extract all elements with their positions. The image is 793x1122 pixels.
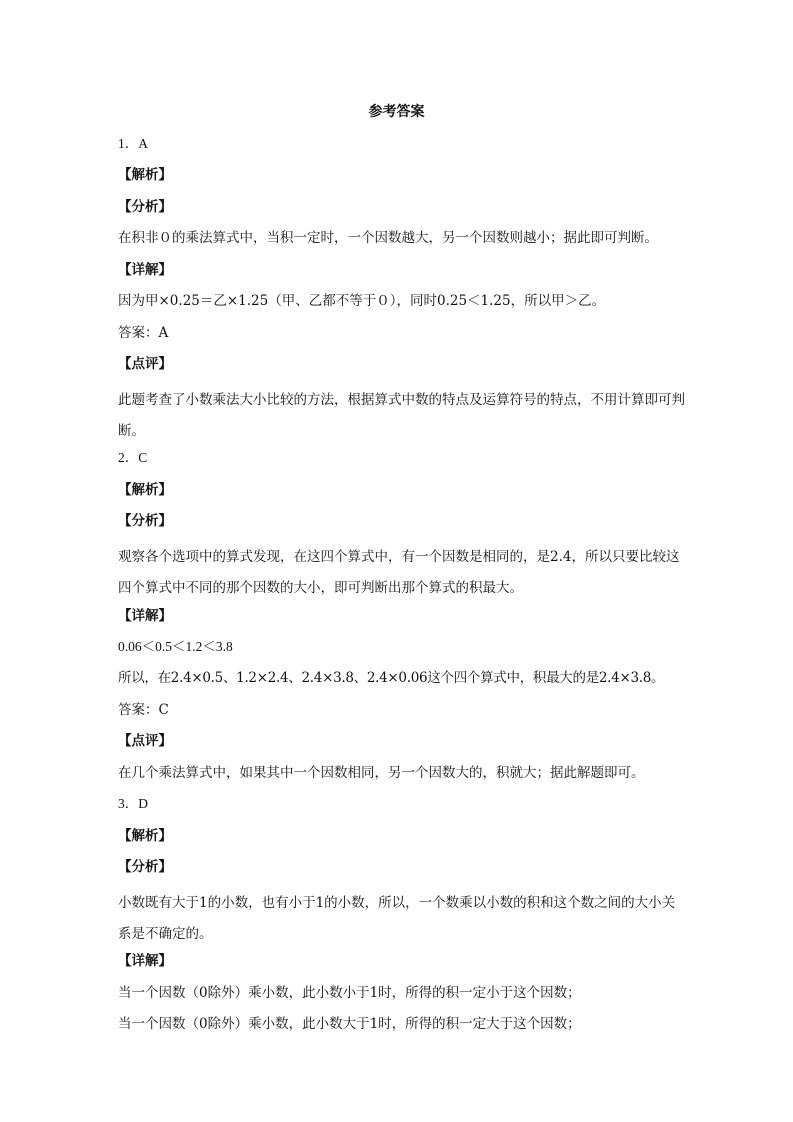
detail-line: 0.06＜0.5＜1.2＜3.8 [118, 639, 233, 655]
question-number: 2．C [118, 450, 148, 466]
question-number: 3．D [118, 796, 148, 812]
xiangjie-heading: 【详解】 [118, 953, 172, 970]
analysis-text: 观察各个选项中的算式发现，在这四个算式中，有一个因数是相同的，是2.4，所以只要比较这四个算式中不同的那个因数的大小，即可判断出那个算式的积最大。 [118, 548, 680, 597]
answer-line: 答案：A [118, 324, 169, 341]
question-number: 1．A [118, 136, 148, 151]
comment-text: 在几个乘法算式中，如果其中一个因数相同，另一个因数大的，积就大；据此解题即可。 [118, 764, 645, 781]
analysis-text: 在积非０的乘法算式中，当积一定时，一个因数越大，另一个因数则越小；据此即可判断。 [118, 230, 658, 247]
jiexi-heading: 【解析】 [118, 167, 172, 184]
jiexi-heading: 【解析】 [118, 827, 172, 844]
jiexi-heading: 【解析】 [118, 481, 172, 498]
fenxi-heading: 【分析】 [118, 859, 172, 876]
fenxi-heading: 【分析】 [118, 513, 172, 530]
detail-line: 因为甲×0.25＝乙×1.25（甲、乙都不等于０），同时0.25＜1.25，所以甲＞乙。 [118, 293, 606, 310]
detail-line: 当一个因数（0除外）乘小数，此小数小于1时，所得的积一定小于这个因数； [118, 984, 581, 1001]
dianping-heading: 【点评】 [118, 733, 172, 750]
analysis-text: 小数既有大于1的小数，也有小于1的小数，所以，一个数乘以小数的积和这个数之间的大小关系是不确定的。 [118, 894, 676, 942]
detail-line: 所以，在2.4×0.5、1.2×2.4、2.4×3.8、2.4×0.06这个四个算式中，积最大的是2.4×3.8。 [118, 670, 665, 687]
dianping-heading: 【点评】 [118, 356, 172, 373]
comment-text: 此题考查了小数乘法大小比较的方法，根据算式中数的特点及运算符号的特点，不用计算即可判断。 [118, 391, 685, 439]
xiangjie-heading: 【详解】 [118, 261, 172, 278]
answer-line: 答案：C [118, 701, 169, 718]
detail-line: 当一个因数（0除外）乘小数，此小数大于1时，所得的积一定大于这个因数； [118, 1016, 581, 1033]
xiangjie-heading: 【详解】 [118, 607, 172, 624]
fenxi-heading: 【分析】 [118, 198, 172, 215]
answer-body [118, 133, 688, 1045]
page-title: 参考答案 [368, 104, 425, 120]
